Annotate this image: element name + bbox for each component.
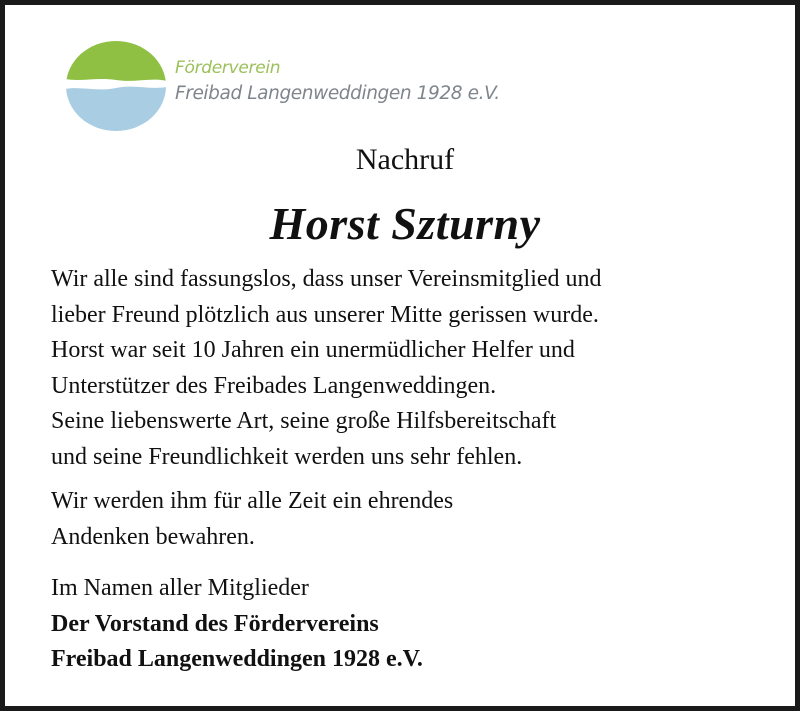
paragraph-line: Unterstützer des Freibades Langenweddingen. [51, 372, 497, 399]
signature-intro: Im Namen aller Mitglieder [51, 575, 309, 601]
association-logo [65, 40, 545, 135]
deceased-name: Horst Szturny [269, 198, 541, 249]
paragraph-line: Seine liebenswerte Art, seine große Hilfsbereitschaft [51, 408, 557, 435]
pool-logo-icon [65, 40, 167, 132]
signature-line-2: Freibad Langenweddingen 1928 e.V. [51, 646, 423, 673]
paragraph-line: Andenken bewahren. [51, 523, 255, 550]
paragraph-line: Horst war seit 10 Jahren ein unermüdlicher Helfer und [51, 337, 575, 364]
paragraph-line: lieber Freund plötzlich aus unserer Mitte gerissen wurde. [51, 301, 599, 328]
logo-line-2: Freibad Langenweddingen 1928 e.V. [175, 83, 500, 104]
logo-wordmark [175, 55, 500, 107]
signature-line-1: Der Vorstand des Fördervereins [51, 610, 379, 637]
tribute-paragraph [51, 262, 602, 476]
remembrance-paragraph [51, 484, 453, 555]
notice-heading: Nachruf [355, 143, 455, 176]
signature-block [51, 571, 423, 678]
paragraph-line: Wir werden ihm für alle Zeit ein ehrendes [51, 488, 454, 514]
logo-line-1: Förderverein [175, 58, 281, 78]
paragraph-line: und seine Freundlichkeit werden uns sehr fehlen. [51, 443, 523, 470]
paragraph-line: Wir alle sind fassungslos, dass unser Vereinsmitglied und [51, 266, 602, 292]
